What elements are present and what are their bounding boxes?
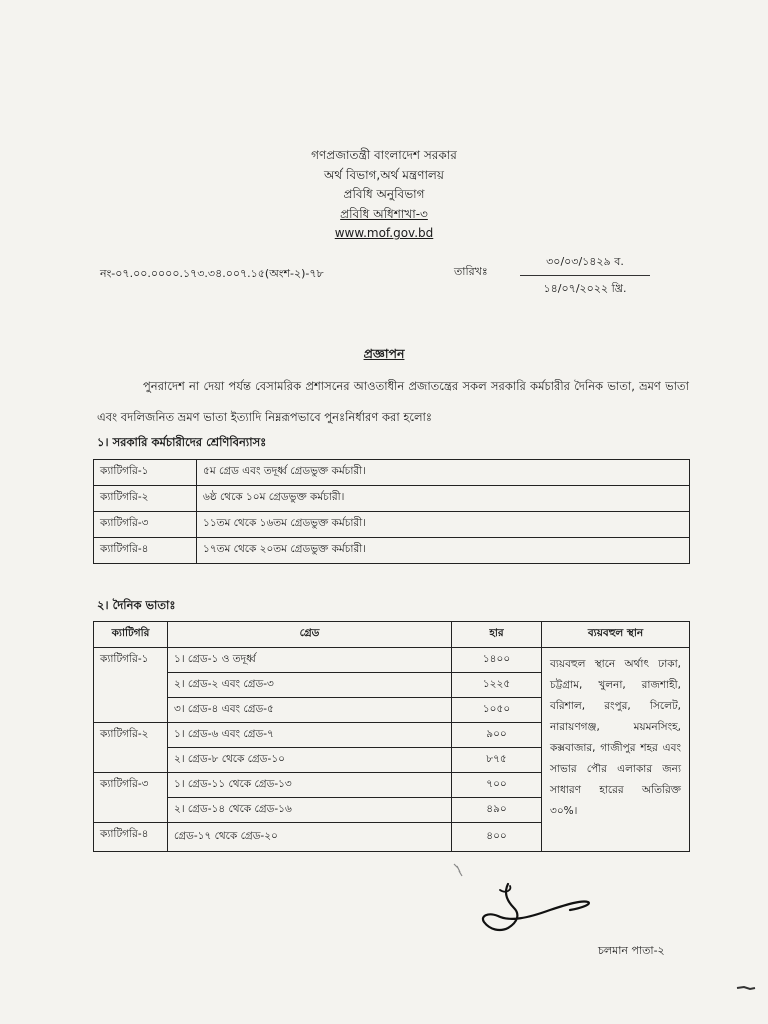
- rate-cell: ১০৫০: [452, 698, 542, 723]
- website-link[interactable]: www.mof.gov.bd: [334, 226, 434, 240]
- rate-cell: ৪৯০: [452, 798, 542, 823]
- grade-cell: ১। গ্রেড-৬ এবং গ্রেড-৭: [168, 723, 452, 748]
- category-cell: ক্যাটিগরি-৩: [94, 512, 197, 538]
- branch-name: প্রবিধি অধিশাখা-৩: [340, 206, 428, 221]
- rate-cell: ১৪০০: [452, 648, 542, 673]
- rate-cell: ৯০০: [452, 723, 542, 748]
- grade-cell: ২। গ্রেড-১৪ থেকে গ্রেড-১৬: [168, 798, 452, 823]
- header-rate: হার: [452, 622, 542, 648]
- date-bangla: ৩০/০৩/১৪২৯ ব.: [520, 253, 650, 276]
- scan-speck: [736, 985, 756, 991]
- category-cell: ক্যাটিগরি-৪: [94, 823, 168, 852]
- section-2-title: ২। দৈনিক ভাতাঃ: [97, 598, 176, 612]
- expensive-place-note: ব্যয়বহুল স্থানে অর্থাৎ ঢাকা, চট্টগ্রাম, খুলনা, রাজশাহী, বরিশাল, রংপুর, সিলেট, নারায়ণগঞ্জ, ময়মনসিংহ, কক্সবাজার, গাজীপুর শহর এবং সাভার পৌর এলাকার জন্য সাধারণ হারের অতিরিক্ত ৩০%।: [542, 648, 690, 852]
- header-category: ক্যাটিগরি: [94, 622, 168, 648]
- category-cell: ক্যাটিগরি-১: [94, 460, 197, 486]
- wing-name: প্রবিধি অনুবিভাগ: [343, 187, 425, 201]
- table-header-row: [94, 622, 690, 648]
- signature: [470, 878, 600, 938]
- daily-allowance-table: [93, 621, 690, 852]
- continued-page-note: চলমান পাতা-২: [598, 944, 665, 957]
- description-cell: ১১তম থেকে ১৬তম গ্রেডভুক্ত কর্মচারী।: [197, 512, 690, 538]
- table-row: [94, 648, 690, 673]
- rate-cell: ৪০০: [452, 823, 542, 852]
- notice-paragraph: পুনরাদেশ না দেয়া পর্যন্ত বেসামরিক প্রশাসনের আওতাধীন প্রজাতন্ত্রের সকল সরকারি কর্মচারীর দৈনিক ভাতা, ভ্রমণ ভাতা এবং বদলিজনিত ভ্রমণ ভাতা ইত্যাদি নিম্নরূপভাবে পুনঃনির্ধারণ করা হলোঃ: [97, 379, 689, 424]
- category-cell: ক্যাটিগরি-১: [94, 648, 168, 723]
- section-1-title: ১। সরকারি কর্মচারীদের শ্রেণিবিন্যাসঃ: [97, 435, 267, 449]
- classification-table: [93, 459, 690, 564]
- table-row: [94, 538, 690, 564]
- notice-title: প্রজ্ঞাপন: [363, 346, 405, 361]
- letterhead: [0, 146, 768, 244]
- memo-number: নং-০৭.০০.০০০০.১৭৩.৩৪.০০৭.১৫(অংশ-২)-৭৮: [100, 267, 324, 280]
- category-cell: ক্যাটিগরি-২: [94, 486, 197, 512]
- grade-cell: ১। গ্রেড-১ ও তদূর্ধ্ব: [168, 648, 452, 673]
- grade-cell: গ্রেড-১৭ থেকে গ্রেড-২০: [168, 823, 452, 852]
- header-grade: গ্রেড: [168, 622, 452, 648]
- date-label: তারিখঃ: [454, 265, 488, 278]
- header-place: ব্যয়বহুল স্থান: [542, 622, 690, 648]
- rate-cell: ৭০০: [452, 773, 542, 798]
- date-english: ১৪/০৭/২০২২ খ্রি.: [543, 282, 627, 295]
- government-name: গণপ্রজাতন্ত্রী বাংলাদেশ সরকার: [311, 148, 457, 162]
- category-cell: ক্যাটিগরি-৪: [94, 538, 197, 564]
- scan-speck: [452, 862, 464, 878]
- grade-cell: ২। গ্রেড-২ এবং গ্রেড-৩: [168, 673, 452, 698]
- date-block: [520, 253, 650, 299]
- division-name: অর্থ বিভাগ,অর্থ মন্ত্রণালয়: [324, 167, 444, 182]
- description-cell: ১৭তম থেকে ২০তম গ্রেডভুক্ত কর্মচারী।: [197, 538, 690, 564]
- table-row: [94, 460, 690, 486]
- grade-cell: ৩। গ্রেড-৪ এবং গ্রেড-৫: [168, 698, 452, 723]
- rate-cell: ৮৭৫: [452, 748, 542, 773]
- category-cell: ক্যাটিগরি-৩: [94, 773, 168, 823]
- table-row: [94, 512, 690, 538]
- category-cell: ক্যাটিগরি-২: [94, 723, 168, 773]
- description-cell: ৬ষ্ঠ থেকে ১০ম গ্রেডভুক্ত কর্মচারী।: [197, 486, 690, 512]
- table-row: [94, 486, 690, 512]
- grade-cell: ২। গ্রেড-৮ থেকে গ্রেড-১০: [168, 748, 452, 773]
- description-cell: ৫ম গ্রেড এবং তদূর্ধ্ব গ্রেডভুক্ত কর্মচারী।: [197, 460, 690, 486]
- rate-cell: ১২২৫: [452, 673, 542, 698]
- grade-cell: ১। গ্রেড-১১ থেকে গ্রেড-১৩: [168, 773, 452, 798]
